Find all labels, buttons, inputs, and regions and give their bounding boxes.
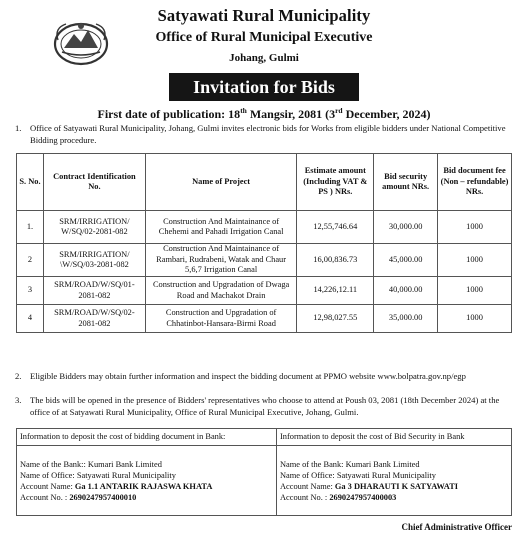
paragraph-1 [16, 122, 516, 146]
table-row [17, 244, 512, 277]
pubdate-sup2: rd [335, 106, 343, 115]
bank-left-heading: Information to deposit the cost of bidding document in Bank: [17, 429, 276, 446]
bank-right-bank-name: Name of the Bank: Kumari Bank Limited [280, 460, 420, 469]
cell-fee: 1000 [438, 244, 512, 277]
paragraph-3-number: 3. [15, 395, 22, 405]
bank-left-account-no-value: 2690247957400010 [69, 493, 137, 502]
header-estimate: Estimate amount (Including VAT & PS ) NRs. [297, 154, 374, 211]
bank-info-box [16, 428, 512, 516]
paragraph-2-number: 2. [15, 371, 22, 381]
bank-right-account-name [277, 481, 512, 492]
cell-sn: 1. [17, 211, 44, 244]
municipality-name: Satyawati Rural Municipality [157, 6, 371, 25]
pubdate-suffix: December, 2024) [342, 107, 431, 121]
bank-left-office-name: Name of Office: Satyawati Rural Municipality [20, 471, 176, 480]
bank-left-account-name [17, 481, 276, 492]
cell-contract-id: SRM/IRRIGATION/ W/SQ/02-2081-082 [43, 211, 145, 244]
paragraph-2-text: Eligible Bidders may obtain further information and inspect the bidding document at PPMO website www.bolpatra.gov.np/egp [30, 371, 466, 381]
paragraph-3 [16, 394, 516, 418]
cell-project: Construction and Upgradation of Chhatinbot-Hansara-Birmi Road [145, 305, 297, 333]
cell-project: Construction And Maintainance of Rambari, Rudrabeni, Watak and Chaur 5,6,7 Irrigation Canal [145, 244, 297, 277]
header-sn: S. No. [17, 154, 44, 211]
invitation-banner: Invitation for Bids [169, 73, 359, 101]
header-contract-id: Contract Identification No. [43, 154, 145, 211]
paragraph-1-text: Office of Satyawati Rural Municipality, Johang, Gulmi invites electronic bids for Works from eligible bidders under National Competitive Bidding procedure. [30, 123, 506, 145]
cell-security: 30,000.00 [374, 211, 438, 244]
bank-left-account-label: Account Name: [20, 482, 75, 491]
pubdate-mid: Mangsir, 2081 (3 [246, 107, 336, 121]
office-location: Johang, Gulmi [229, 52, 299, 64]
signature-title: Chief Administrative Officer [401, 522, 512, 532]
cell-fee: 1000 [438, 211, 512, 244]
table-row [17, 277, 512, 305]
header-project: Name of Project [145, 154, 297, 211]
paragraph-3-text: The bids will be opened in the presence of Bidders' representatives who choose to attend at Poush 03, 2081 (18th December 2024) at the office of at Satyawati Rural Municipality, Office of Rural Municipal Executive, Johang, Gulmi. [30, 395, 500, 417]
cell-contract-id: SRM/ROAD/W/SQ/02-2081-082 [43, 305, 145, 333]
header-fee: Bid document fee (Non – refundable) NRs. [438, 154, 512, 211]
cell-project: Construction And Maintainance of Chehemi and Pahadi Irrigation Canal [145, 211, 297, 244]
office-name: Office of Rural Municipal Executive [155, 30, 373, 45]
bank-right-account-value: Ga 3 DHARAUTI K SATYAWATI [334, 482, 459, 491]
table-header-row [17, 154, 512, 211]
bank-left-bank-name: Name of the Bank:: Kumari Bank Limited [20, 460, 162, 469]
cell-fee: 1000 [438, 277, 512, 305]
cell-sn: 4 [17, 305, 44, 333]
bank-info-bid-security [277, 429, 512, 515]
paragraph-1-number: 1. [15, 123, 22, 133]
cell-estimate: 16,00,836.73 [297, 244, 374, 277]
cell-sn: 3 [17, 277, 44, 305]
table-row [17, 211, 512, 244]
bank-left-account-no [17, 492, 276, 503]
bank-right-account-no [277, 492, 512, 503]
bank-right-account-label: Account Name: [280, 482, 335, 491]
cell-security: 40,000.00 [374, 277, 438, 305]
bank-left-account-no-label: Account No. : [20, 493, 70, 502]
cell-security: 45,000.00 [374, 244, 438, 277]
cell-project: Construction and Upgradation of Dwaga Road and Machakot Drain [145, 277, 297, 305]
cell-contract-id: SRM/IRRIGATION/ \W/SQ/03-2081-082 [43, 244, 145, 277]
cell-security: 35,000.00 [374, 305, 438, 333]
publication-date [0, 106, 528, 122]
pubdate-sup1: th [240, 106, 247, 115]
bank-right-heading: Information to deposit the cost of Bid Security in Bank [277, 429, 512, 446]
bank-right-office-name: Name of Office: Satyawati Rural Municipality [280, 471, 436, 480]
cell-fee: 1000 [438, 305, 512, 333]
cell-estimate: 14,226,12.11 [297, 277, 374, 305]
cell-estimate: 12,55,746.64 [297, 211, 374, 244]
table-row [17, 305, 512, 333]
cell-estimate: 12,98,027.55 [297, 305, 374, 333]
bank-right-account-no-value: 2690247957400003 [329, 493, 397, 502]
cell-sn: 2 [17, 244, 44, 277]
bank-left-account-value: Ga 1.1 ANTARIK RAJASWA KHATA [74, 482, 213, 491]
bank-info-bidding-document [17, 429, 277, 515]
paragraph-2 [16, 370, 516, 382]
bids-table [16, 153, 512, 333]
bank-right-account-no-label: Account No. : [280, 493, 330, 502]
pubdate-prefix: First date of publication: 18 [97, 107, 241, 121]
header-security: Bid security amount NRs. [374, 154, 438, 211]
cell-contract-id: SRM/ROAD/W/SQ/01-2081-082 [43, 277, 145, 305]
